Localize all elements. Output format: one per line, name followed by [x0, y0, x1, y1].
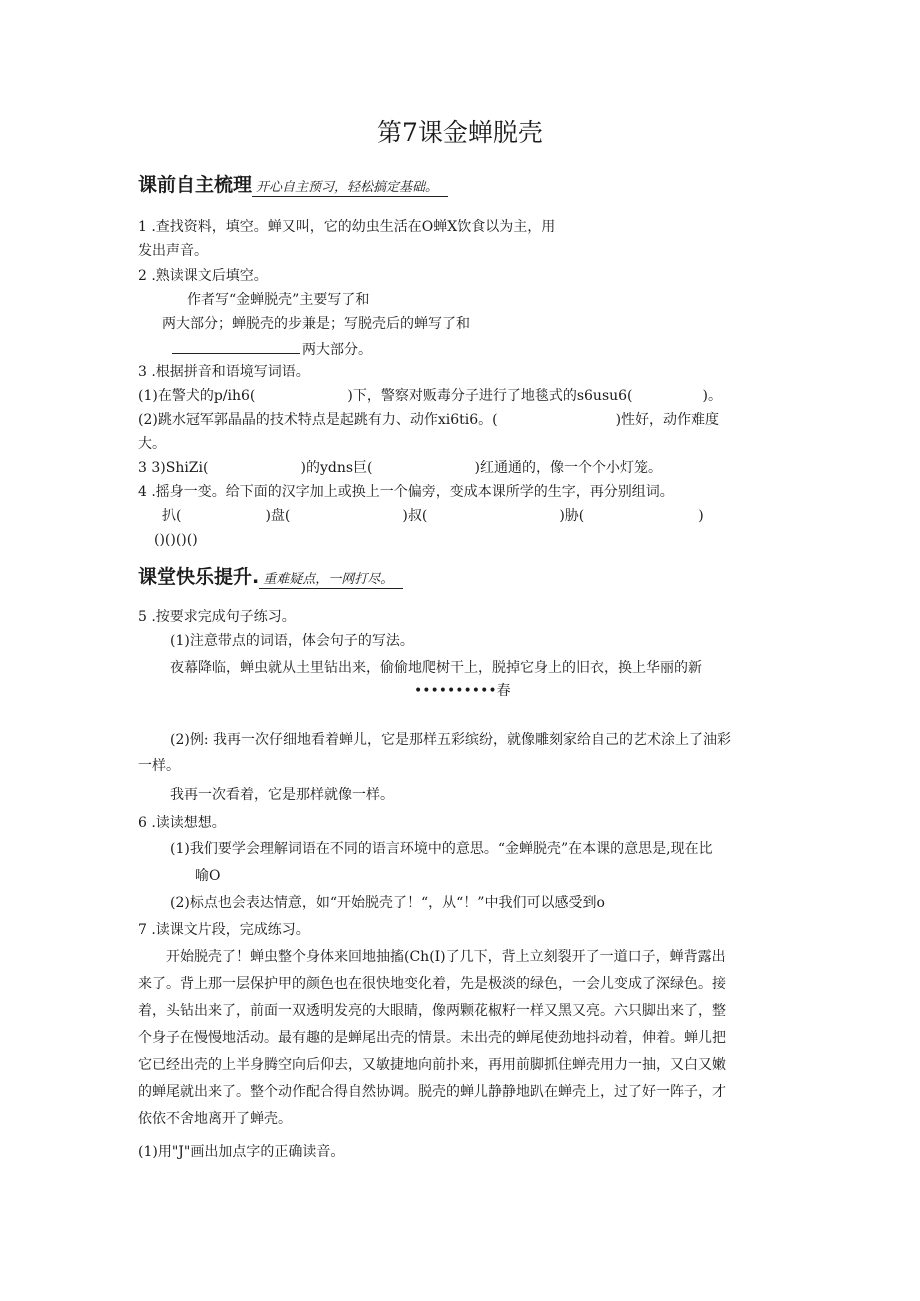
section-subtitle: 开心自主预习，轻松搞定基础。	[252, 180, 448, 197]
question-4-parentheses: ()()()()	[154, 532, 198, 548]
char-5: )	[698, 508, 704, 524]
char-3: )叔(	[402, 508, 428, 524]
question-5-head: 5 .按要求完成句子练习。	[138, 609, 296, 625]
reading-passage	[138, 944, 783, 1133]
q3-s3-part-c: )红通通的，像一个个小灯笼。	[474, 460, 662, 476]
question-6-part-1a: (1)我们要学会理解词语在不同的语言环境中的意思。“金蝉脱壳”在本课的意思是,现在比	[170, 841, 713, 857]
passage-line: 个身子在慢慢地活动。最有趣的是蝉尾出壳的情景。未出壳的蝉尾使劲地抖动着，伸着。蝉儿把	[138, 1030, 726, 1046]
question-2-line-3-text: 两大部分。	[302, 342, 372, 358]
q3-s3-part-a: 3 3)ShiZi(	[138, 460, 209, 476]
question-6-head: 6 .读读想想。	[138, 815, 226, 831]
question-6-part-2: (2)标点也会表达情意，如“开始脱壳了！“，从“！”中我们可以感受到o	[170, 895, 605, 911]
question-3-sentence-1	[138, 386, 722, 406]
question-3-sentence-2	[138, 410, 719, 430]
question-4-head: 4 .摇身一变。给下面的汉字加上或换上一个偏旁，变成本课所学的生字，再分别组词。	[138, 484, 674, 500]
section-title: 课堂快乐提升	[138, 566, 253, 588]
char-4: )胁(	[559, 508, 585, 524]
question-5-dots: ••••••••••春	[414, 683, 511, 699]
question-4-characters	[162, 506, 704, 526]
question-5-part-2a: (2)例: 我再一次仔细地看着蝉儿，它是那样五彩缤纷，就像雕刻家给自己的艺术涂上了油彩	[170, 732, 731, 748]
passage-line: 着，头钻出来了，前面一双透明发亮的大眼睛，像两颗花椒籽一样又黑又亮。六只脚出来了，整	[138, 1003, 726, 1019]
passage-line: 的蝉尾就出来了。整个动作配合得自然协调。脱壳的蝉儿静静地趴在蝉壳上，过了好一阵子，才	[138, 1084, 726, 1100]
question-3-sentence-3	[138, 458, 662, 478]
question-2-line-3	[172, 338, 372, 360]
question-5-part-1-text: 夜幕降临，蝉虫就从土里钻出来，偷偷地爬树干上，脱掉它身上的旧衣，换上华丽的新	[170, 660, 702, 676]
question-5-part-2b: 一样。	[138, 758, 180, 774]
passage-line: 它已经出壳的上半身腾空向后仰去，又敏捷地向前扑来，再用前脚抓住蝉壳用力一抽，又白又嫩	[138, 1057, 726, 1073]
question-1-line-1: 1 .查找资料，填空。蝉又叫，它的幼虫生活在O蝉X饮食以为主，用	[138, 219, 556, 235]
char-1: 扒(	[162, 508, 182, 524]
question-2-line-2: 两大部分；蝉脱壳的步兼是；写脱壳后的蝉写了和	[162, 316, 470, 332]
section-heading-class	[138, 564, 403, 593]
question-6-part-1b: 喻O	[195, 868, 221, 884]
question-5-part-2c: 我再一次看着，它是那样就像一样。	[170, 787, 394, 803]
section-title: 课前自主梳理	[138, 174, 253, 196]
q3-s2-part-b: )性好，动作难度	[615, 412, 720, 428]
section-subtitle: 重难疑点，一网打尽。	[259, 572, 403, 589]
question-2-line-1: 作者写“金蝉脱壳”主要写了和	[187, 292, 370, 308]
section-heading-preview	[138, 172, 448, 201]
passage-line: 依依不舍地离开了蝉壳。	[138, 1111, 292, 1127]
q3-s3-part-b: )的ydns巨(	[300, 460, 373, 476]
passage-line: 开始脱壳了！蝉虫整个身体来回地抽搐(Ch(I)了几下，背上立刻裂开了一道口子，蝉背露出	[166, 949, 726, 965]
q3-s2-part-a: (2)跳水冠军郭晶晶的技术特点是起跳有力、动作xi6ti6。(	[138, 412, 498, 428]
passage-line: 来了。背上那一层保护甲的颜色也在很快地变化着，先是极淡的绿色，一会儿变成了深绿色。接	[138, 976, 726, 992]
question-5-part-1: (1)注意带点的词语，体会句子的写法。	[170, 633, 414, 649]
q3-s1-part-c: )。	[702, 388, 722, 404]
char-2: )盘(	[265, 508, 291, 524]
question-7-sub-1: (1)用"J"画出加点字的正确读音。	[138, 1144, 345, 1160]
question-3-sentence-2-cont: 大。	[138, 436, 166, 452]
q3-s1-part-b: )下，警察对贩毒分子进行了地毯式的s6usu6(	[347, 388, 633, 404]
question-3-head: 3 .根据拼音和语境写词语。	[138, 364, 310, 380]
page-title: 第7课金蝉脱壳	[377, 118, 543, 147]
q3-s1-part-a: (1)在警犬的p/ih6(	[138, 388, 256, 404]
answer-blank-line[interactable]	[172, 338, 300, 354]
question-2-head: 2 .熟读课文后填空。	[138, 268, 268, 284]
question-1-line-2: 发出声音。	[138, 243, 208, 259]
question-7-head: 7 .读课文片段，完成练习。	[138, 922, 310, 938]
section-dot: .	[252, 566, 260, 588]
